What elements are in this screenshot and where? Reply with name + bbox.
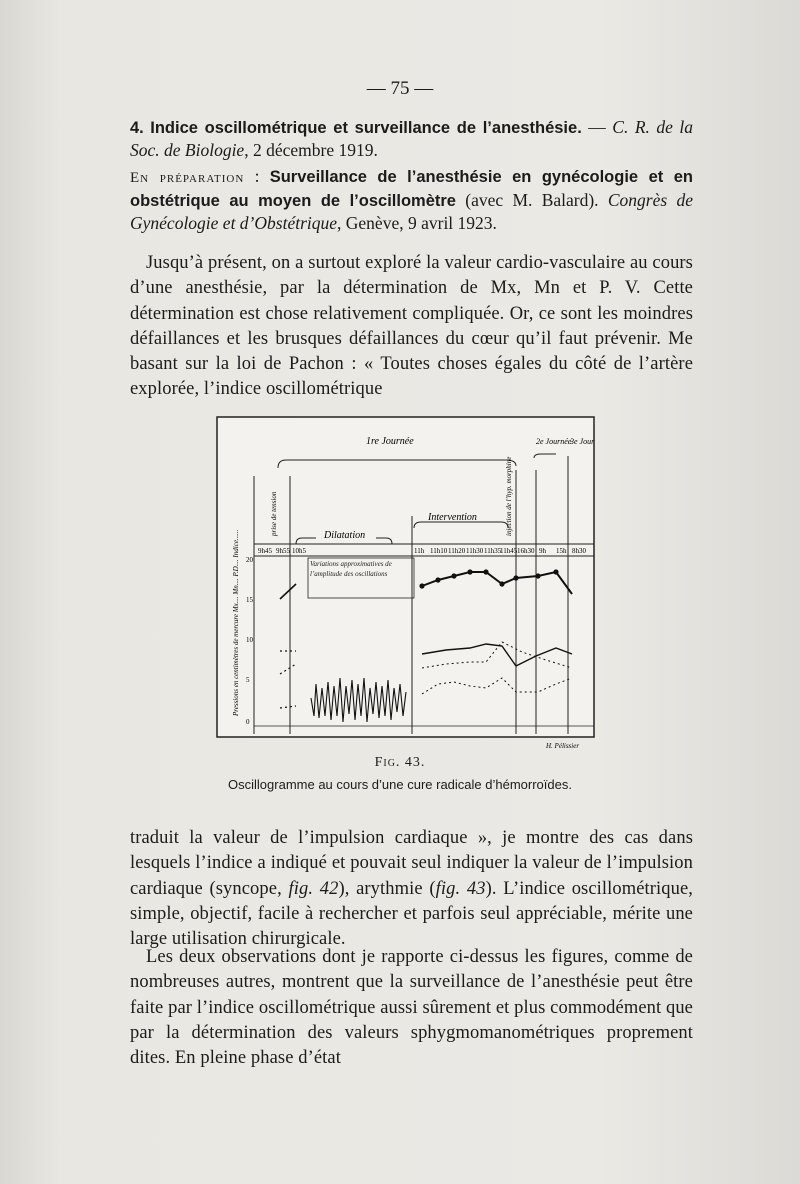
day1-label: 1re Journée (366, 436, 414, 447)
time-label: 10h5 (292, 547, 306, 555)
ref-title: Indice oscillométrique et surveillance de l’anesthésie. (150, 119, 582, 137)
ref-date: , 2 décembre 1919. (244, 140, 378, 160)
time-label: 11h45 (500, 547, 518, 555)
time-label: 11h (414, 547, 425, 555)
y-tick: 0 (246, 718, 250, 726)
variations-text-wrap (310, 559, 412, 597)
fig-42-ref: fig. 42 (288, 878, 339, 899)
time-label: 8h30 (572, 547, 586, 555)
time-label: 15h (556, 547, 567, 555)
variations-label: Variations approximatives de l’amplitude des oscillations (310, 560, 392, 578)
y-axis-label: Pressions en centimètres de mercure Mx.... Mn.... P.D.... Indice...... (232, 529, 240, 716)
paragraph-2-text-a: traduit la valeur de l’impulsion cardiaque », je montre des cas dans lesquels l’indice a indiqué et pouvait seul indiquer la valeur de l’impulsion cardiaque (syncope, (130, 828, 693, 899)
ref-source: C. R. de la Soc. de Biologie (130, 117, 694, 160)
fig-43-ref: fig. 43 (435, 878, 486, 899)
time-label: 11h35 (484, 547, 502, 555)
figure-caption: Oscillogramme au cours d’une cure radicale d’hémorroïdes. (228, 777, 572, 792)
time-label: 9h55 (276, 547, 290, 555)
intervention-label: Intervention (428, 512, 477, 523)
prep-sep: : (244, 166, 270, 186)
prep-title: Surveillance de l’anesthésie en gynécologie et en obstétrique au moyen de l’oscillomètre (130, 168, 693, 210)
reference-4 (130, 116, 693, 161)
y-tick: 5 (246, 676, 250, 684)
paragraph-1 (130, 251, 693, 403)
day2-label: 2e Journée (536, 437, 572, 446)
paragraph-2 (130, 826, 693, 952)
time-label: 11h20 (448, 547, 466, 555)
paragraph-2-text-c: ). L’indice oscillométrique, simple, objectif, facile à rechercher et parfois seul appréciable, mérite une large utilisation chirurgicale. (130, 878, 694, 950)
y-tick: 10 (246, 636, 253, 644)
prep-place-date: , Genève, 9 avril 1923. (337, 213, 497, 233)
time-label: 11h30 (466, 547, 484, 555)
ref-number: 4. (130, 119, 144, 137)
figure-43 (216, 416, 595, 752)
signature: H. Pélissier (546, 742, 580, 750)
reference-in-preparation (130, 165, 693, 234)
ref-dash: — (581, 117, 613, 137)
paragraph-2-text-b: ), arythmie ( (338, 878, 436, 899)
prep-congress: Congrès de Gynécologie et d’Obstétrique (130, 190, 693, 233)
time-label: 9h (539, 547, 546, 555)
prep-label: En préparation (130, 170, 245, 186)
time-label: 16h30 (517, 547, 535, 555)
paragraph-3-text: Les deux observations dont je rapporte ci-dessus les figures, comme de nombreuses autres, montrent que la surveillance de l’anesthésie peut être faite par l’indice oscillométrique aussi sûrement et plus commodément que par la détermination des valeurs sphygmomanométriques proprement dites. En pleine phase d’état (130, 947, 693, 1069)
paragraph-1-text: Jusqu’à présent, on a surtout exploré la valeur cardio-vasculaire au cours d’une anesthésie, par la détermination de Mx, Mn et P. V. Cette détermination est chose relativement compliquée. Or, ce sont les moindres défaillances et les brusques défaillances du cœur qu’il faut prévenir. Me basant sur la loi de Pachon : « Toutes choses égales du côté de l’artère explorée, l’indice oscillométrique (130, 253, 693, 400)
y-tick: 20 (246, 556, 253, 564)
dilatation-label: Dilatation (324, 530, 366, 541)
prise-label: prise de tension (270, 491, 278, 536)
day3-label: 3e Jour (570, 437, 595, 446)
prep-coauthor: (avec M. Balard). (455, 190, 608, 210)
y-tick: 15 (246, 596, 253, 604)
time-label: 9h45 (258, 547, 272, 555)
time-label: 11h10 (430, 547, 448, 555)
page-number: — 75 — (366, 78, 434, 99)
figure-label: Fig. 43. (374, 755, 426, 770)
injection-label: injection de l’hyp. morphine (505, 456, 513, 536)
oscillogram-figure (216, 416, 595, 752)
paragraph-3 (130, 945, 693, 1071)
